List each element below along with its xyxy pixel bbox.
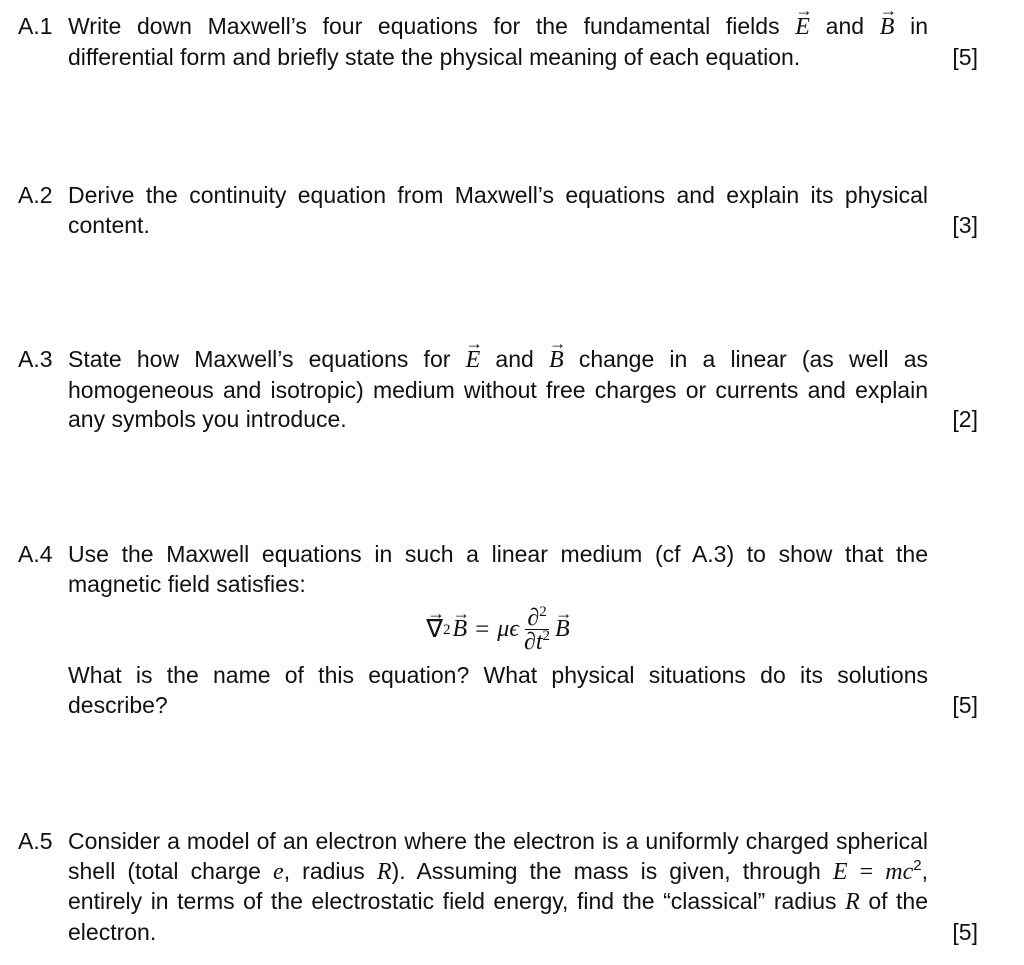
vector-e: → E [466,346,481,376]
wave-equation: → ∇ 2 → B = μ ϵ $\frac{\partial^2}{\partial t^2}$ → B [68,599,928,661]
marks-label: [5] [952,691,978,718]
marks-label: [5] [952,43,978,70]
question-a3 [18,345,978,435]
vector-b: → B [880,13,895,43]
question-a5 [18,827,978,947]
vector-e: → E [795,13,810,43]
question-number: A.1 [18,13,53,39]
vector-b: → B [453,615,468,645]
marks-label: [3] [952,211,978,238]
radius-symbol: R [845,889,860,915]
question-a1 [18,12,978,72]
marks-label: [2] [952,406,978,432]
question-followup: What is the name of this equation? What physical situations do its solutions describe? [68,662,928,718]
question-number: A.2 [18,182,53,208]
question-text: Use the Maxwell equations in such a linear medium (cf A.3) to show that the magnetic field satisfies: [68,541,928,597]
question-number: A.5 [18,828,53,854]
question-text: Derive the continuity equation from Maxwell’s equations and explain its physical content. [68,182,928,238]
equals-sign: = [475,616,490,644]
vector-b: → B [549,346,564,376]
nabla-vector: → ∇ [426,615,443,645]
question-number: A.3 [18,346,53,372]
question-number: A.4 [18,541,53,567]
question-a2 [18,181,978,240]
charge-symbol: e [273,858,284,885]
epsilon-symbol: ϵ [509,616,520,643]
radius-symbol: R [376,858,392,885]
second-derivative-fraction: $\frac{\partial^2}{\partial t^2}$ [524,603,551,655]
question-text: State how Maxwell’s equations for → E and → B change in a linear (as well as homogeneous and isotropic) medium without free charges or currents and explain any symbols you introduce. [68,345,928,435]
marks-label: [5] [952,918,978,945]
mu-symbol: μ [497,616,510,643]
vector-b: → B [555,615,570,645]
question-text: Write down Maxwell’s four equations for the fundamental fields → E and → B in differential form and briefly state the physical meaning of each equation. [68,12,928,72]
question-text: Consider a model of an electron where the electron is a uniformly charged spherical shell (total charge e, radius R). Assuming the mass is given, through $E = mc^2$, entirely in terms of the electrostatic field energy, find the “classical” radius R of the electron. [68,828,929,945]
question-a4 [18,540,978,720]
